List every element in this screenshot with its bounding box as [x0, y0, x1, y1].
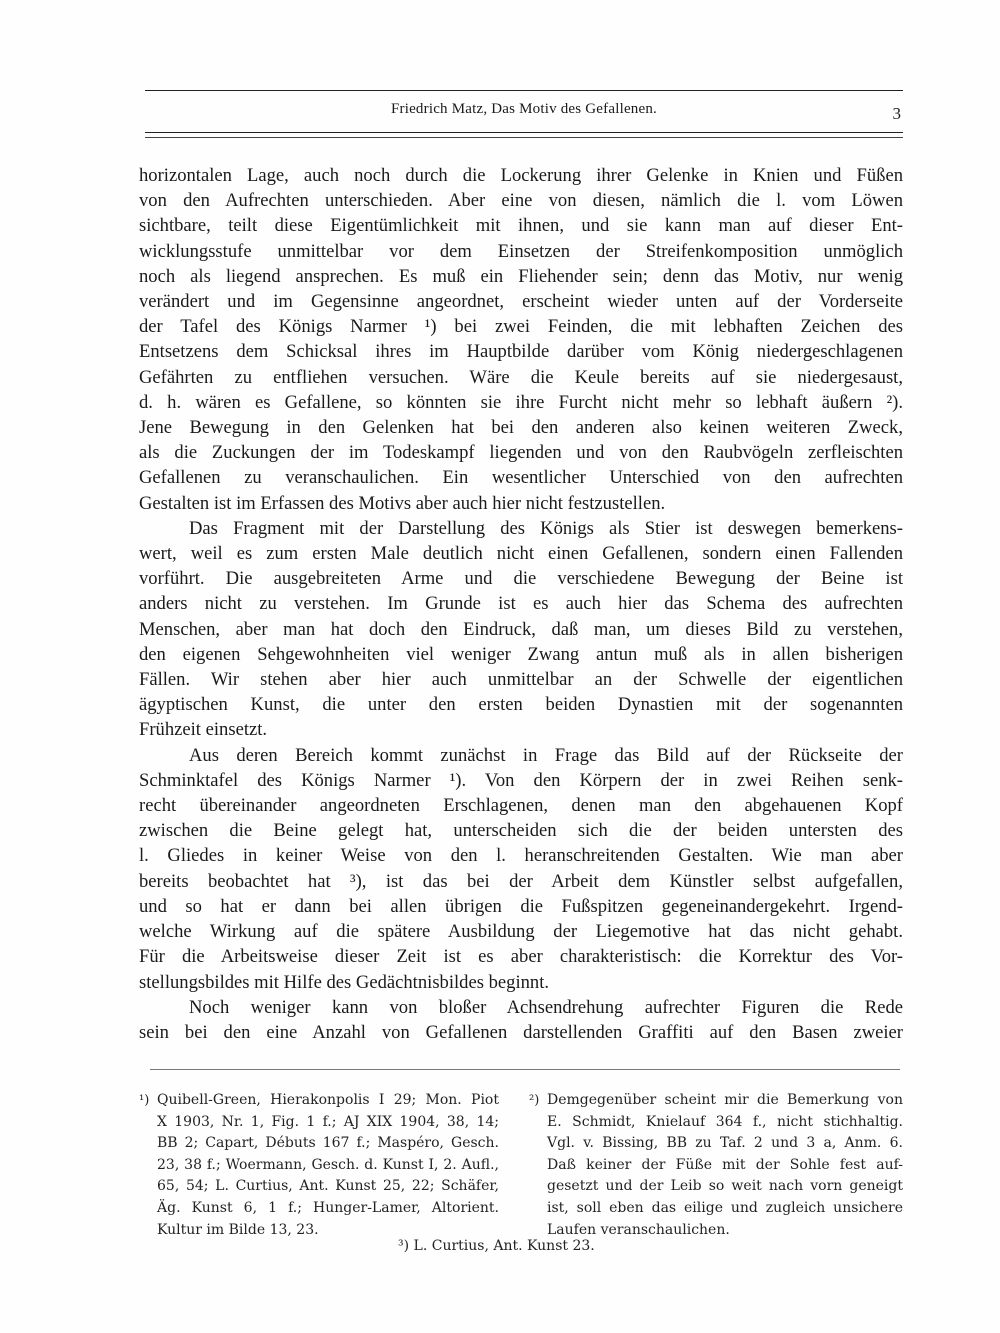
text-line: Gefährten zu entfliehen versuchen. Wäre die Keule bereits auf sie niedergesaust, — [139, 366, 903, 388]
text-line: anders nicht zu verstehen. Im Grunde ist es auch hier das Schema des aufrechten — [139, 593, 903, 615]
paragraph — [139, 995, 903, 1045]
footnote-line: Laufen veranschaulichen. — [547, 1221, 730, 1238]
text-line: noch als liegend ansprechen. Es muß ein Fliehender sein; denn das Motiv, nur wenig — [139, 265, 903, 287]
text-line: Frühzeit einsetzt. — [139, 719, 268, 741]
text-line: welche Wirkung auf die spätere Ausbildung der Liegemotive hat das nicht gehabt. — [139, 921, 903, 943]
paragraph — [139, 516, 903, 743]
text-line: und so hat er dann bei allen übrigen die Fußspitzen gegeneinandergekehrt. Irgend- — [139, 895, 903, 917]
running-header — [145, 101, 903, 127]
footnote-line: Vgl. v. Bissing, BB zu Taf. 2 und 3 a, Anm. 6. — [547, 1135, 903, 1152]
text-line: Für die Arbeitsweise dieser Zeit ist es aber charakteristisch: die Korrektur des Vor- — [139, 946, 903, 968]
footnote-line: 23, 38 f.; Woermann, Gesch. d. Kunst I, 2. Aufl., — [157, 1156, 499, 1173]
page-number: 3 — [892, 104, 901, 123]
text-line: verändert und im Gegensinne angeordnet, erscheint wieder unten auf der Vorderseite — [139, 291, 903, 313]
text-line: Gestalten ist im Erfassen des Motivs aber auch hier nicht festzustellen. — [139, 492, 666, 514]
text-line: den eigenen Sehgewohnheiten viel weniger Zwang antun muß als in allen bisherigen — [139, 643, 903, 665]
footnote-line: Quibell-Green, Hierakonpolis I 29; Mon. Piot — [157, 1092, 499, 1108]
text-line: zwischen die Beine gelegt hat, unterscheiden sich die der beiden untersten des — [139, 820, 903, 842]
footnote-line: Äg. Kunst 6, 1 f.; Hunger-Lamer, Altorient. — [157, 1199, 499, 1216]
footnote-separator — [150, 1069, 900, 1070]
text-line: bereits beobachtet hat ³), ist das bei der Arbeit dem Künstler selbst aufgefallen, — [139, 870, 903, 892]
footnote-column-right — [529, 1090, 903, 1241]
text-line: sein bei den eine Anzahl von Gefallenen darstellenden Graffiti auf den Basen zweier — [139, 1021, 903, 1043]
header-bottom-rule — [145, 132, 903, 133]
header-top-rule — [145, 90, 903, 91]
footnote-line: Daß keiner der Füße mit der Sohle fest auf- — [547, 1156, 903, 1173]
footnote-line: X 1903, Nr. 1, Fig. 1 f.; AJ XIX 1904, 38, 14; — [157, 1113, 499, 1130]
footnote-line: ist, soll eben das eilige und zugleich unsichere — [547, 1199, 903, 1216]
text-line: der Tafel des Königs Narmer ¹) bei zwei Feinden, die mit lebhaften Zeichen des — [139, 316, 903, 338]
footnote-line: Demgegenüber scheint mir die Bemerkung von — [547, 1092, 903, 1108]
footnote-1 — [139, 1090, 499, 1241]
text-line: von den Aufrechten unterschieden. Aber eine von diesen, nämlich die l. vom Löwen — [139, 190, 903, 212]
footnote-marker: ³) — [398, 1238, 410, 1254]
text-line: sichtbare, teilt diese Eigentümlichkeit mit ihnen, und sie kann man auf dieser Ent- — [139, 215, 903, 237]
text-line: Aus deren Bereich kommt zunächst in Frage das Bild auf der Rückseite der — [189, 744, 903, 766]
footnote-line: Kultur im Bilde 13, 23. — [157, 1221, 319, 1238]
body-text — [139, 163, 903, 1045]
footnote-text: L. Curtius, Ant. Kunst 23. — [413, 1238, 595, 1254]
text-line: Fällen. Wir stehen aber hier auch unmittelbar an der Schwelle der eigentlichen — [139, 669, 903, 691]
footnote-2 — [529, 1090, 903, 1241]
footnote-line: BB 2; Capart, Débuts 167 f.; Maspéro, Gesch. — [157, 1135, 499, 1152]
paragraph — [139, 743, 903, 995]
text-line: Menschen, aber man hat doch den Eindruck, daß man, um dieses Bild zu verstehen, — [139, 618, 903, 640]
text-line: wert, weil es zum ersten Male deutlich nicht einen Gefallenen, sondern einen Fallenden — [139, 543, 903, 565]
text-line: ägyptischen Kunst, die unter den ersten beiden Dynastien mit der sogenannten — [139, 694, 903, 716]
footnote-marker: ¹) — [139, 1093, 150, 1108]
text-line: Entsetzens dem Schicksal ihres im Hauptbilde darüber vom König niedergeschlagenen — [139, 341, 903, 363]
text-line: l. Gliedes in keiner Weise von den l. heranschreitenden Gestalten. Wie man aber — [139, 845, 903, 867]
text-line: Das Fragment mit der Darstellung des Königs als Stier ist deswegen bemerkens- — [189, 517, 903, 539]
text-line: horizontalen Lage, auch noch durch die Lockerung ihrer Gelenke in Knien und Füßen — [139, 165, 903, 186]
text-line: d. h. wären es Gefallene, so könnten sie ihre Furcht nicht mehr so lebhaft äußern ²). — [139, 391, 903, 413]
text-line: als die Zuckungen der im Todeskampf liegenden und von den Raubvögeln zerfleischten — [139, 442, 903, 464]
header-bottom-rule-thin — [145, 137, 903, 138]
text-line: recht übereinander angeordneten Erschlagenen, denen man den abgehauenen Kopf — [139, 795, 903, 817]
footnote-marker: ²) — [529, 1093, 540, 1108]
text-line: Schminktafel des Königs Narmer ¹). Von den Körpern der in zwei Reihen senk- — [139, 769, 903, 791]
footnote-column-left — [139, 1090, 499, 1241]
paragraph — [139, 163, 903, 516]
running-title: Friedrich Matz, Das Motiv des Gefallenen. — [390, 101, 658, 117]
text-line: Jene Bewegung in den Gelenken hat bei den anderen also keinen weiteren Zweck, — [139, 417, 903, 439]
text-line: vorführt. Die ausgebreiteten Arme und die verschiedene Bewegung der Beine ist — [139, 568, 903, 590]
text-line: wicklungsstufe unmittelbar vor dem Einsetzen der Streifenkomposition unmöglich — [139, 240, 903, 262]
footnote-line: E. Schmidt, Knielauf 364 f., nicht stichhaltig. — [547, 1113, 903, 1130]
footnote-line: gesetzt und der Leib so weit nach vorn geneigt — [547, 1178, 903, 1195]
footnote-3 — [398, 1238, 595, 1254]
text-line: stellungsbildes mit Hilfe des Gedächtnisbildes beginnt. — [139, 971, 550, 993]
text-line: Noch weniger kann von bloßer Achsendrehung aufrechter Figuren die Rede — [189, 996, 903, 1018]
footnote-line: 65, 54; L. Curtius, Ant. Kunst 25, 22; Schäfer, — [157, 1178, 499, 1195]
text-line: Gefallenen zu veranschaulichen. Ein wesentlicher Unterschied von den aufrechten — [139, 467, 903, 489]
